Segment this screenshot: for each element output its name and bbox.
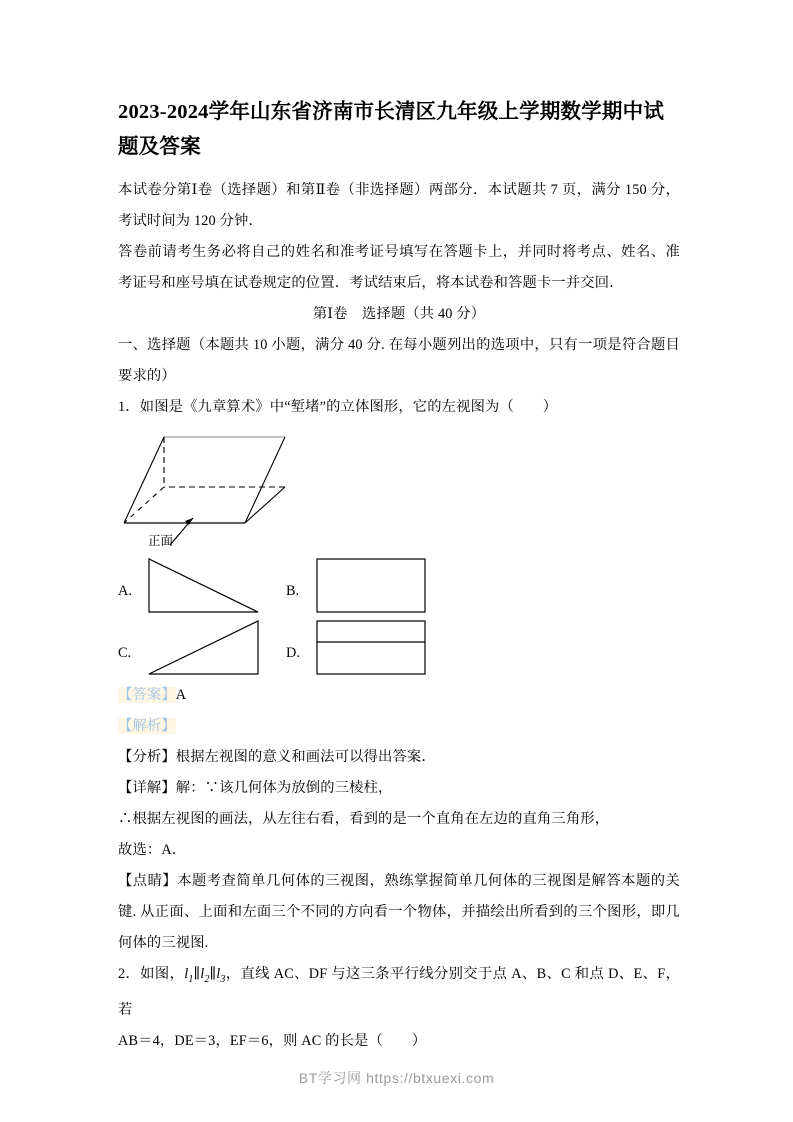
question-2-line-1 (118, 959, 680, 1026)
q2-par-2: ∥ (209, 966, 217, 982)
analysis-text-5: 【点睛】本题考查简单几何体的三视图，熟练掌握简单几何体的三视图是解答本题的关键. 从正面、上面和左面三个不同的方向看一个物体，并描绘出所看到的三个图形，即几何体的三视图. (118, 873, 680, 951)
option-d-shape[interactable] (314, 618, 434, 678)
analysis-label: 【解析】 (118, 718, 176, 734)
q2-par-1: ∥ (193, 966, 201, 982)
question-2-line-2: AB＝4，DE＝3，EF＝6，则 AC 的长是（ ） (118, 1032, 427, 1049)
analysis-text-1: 【分析】根据左视图的意义和画法可以得出答案． (118, 749, 436, 765)
page-title: 2023-2024学年山东省济南市长清区九年级上学期数学期中试题及答案 (118, 101, 665, 158)
option-a-letter: A. (118, 583, 132, 599)
q2-l3-sub: 3 (220, 973, 226, 985)
q2-l3: l (216, 966, 221, 982)
option-c-letter: C. (118, 645, 132, 661)
q2-prefix: 2．如图， (118, 966, 185, 982)
q2-l2: l (200, 966, 205, 982)
document-content (118, 95, 680, 1057)
answer-value: A (175, 687, 187, 703)
section-instruction: 一、选择题（本题共 10 小题，满分 40 分. 在每小题列出的选项中，只有一项是符合题目要求的） (118, 337, 680, 384)
q2-l2-sub: 2 (204, 973, 210, 985)
option-b-shape[interactable] (314, 556, 434, 616)
analysis-text-4: 故选：A． (118, 842, 187, 858)
options-row-2 (118, 618, 680, 680)
options-row-1 (118, 556, 680, 618)
analysis-text-2: 【详解】解：∵该几何体为放倒的三棱柱， (118, 780, 393, 796)
footer-watermark: BT学习网 https://btxuexi.com (298, 1070, 495, 1086)
answer-line (118, 680, 680, 711)
option-c-shape[interactable] (146, 618, 276, 678)
q2-l1: l (184, 966, 189, 982)
question-1-figure (118, 423, 680, 548)
prism-diagram (118, 423, 318, 548)
option-b-letter: B. (286, 583, 300, 599)
option-a-shape[interactable] (146, 556, 276, 616)
figure-front-face-label: 正面 (148, 534, 174, 548)
q2-l1-sub: 1 (188, 973, 194, 985)
intro-paragraph-1: 本试卷分第Ⅰ卷（选择题）和第Ⅱ卷（非选择题）两部分．本试题共 7 页，满分 150 分，考试时间为 120 分钟． (118, 182, 680, 229)
question-1-stem: 1．如图是《九章算术》中“堑堵”的立体图形，它的左视图为（ ） (118, 399, 558, 415)
q2-suffix: ，直线 AC、DF 与这三条平行线分别交于点 A、B、C 和点 D、E、F，若 (118, 966, 680, 1018)
option-d-letter: D. (286, 645, 300, 661)
answer-label: 【答案】 (118, 687, 176, 703)
section-header: 第Ⅰ卷 选择题（共 40 分） (312, 306, 486, 322)
intro-paragraph-2: 答卷前请考生务必将自己的姓名和准考证号填写在答题卡上，并同时将考点、姓名、准考证号和座号填在试卷规定的位置．考试结束后，将本试卷和答题卡一并交回． (118, 244, 680, 291)
analysis-line (118, 711, 680, 742)
analysis-text-3: ∴根据左视图的画法，从左往右看，看到的是一个直角在左边的直角三角形， (118, 811, 610, 827)
